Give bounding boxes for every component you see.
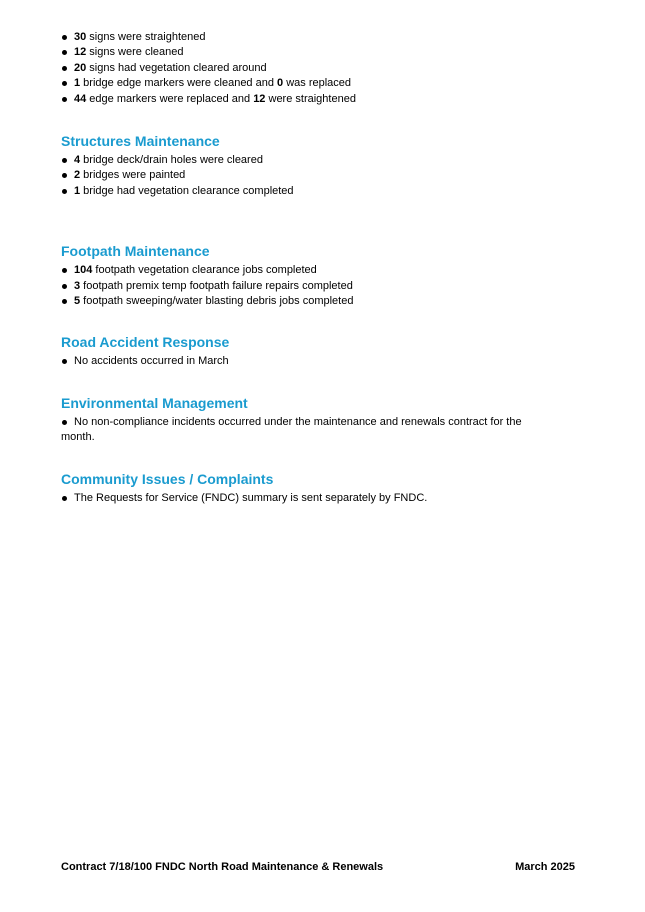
road-accident-section [61,333,541,369]
list-item: 3 footpath premix temp footpath failure repairs completed [61,279,541,294]
list-item: 30 signs were straightened [61,30,541,45]
footer-date: March 2025 [515,861,575,873]
signs-list [61,30,541,107]
list-item: 44 edge markers were replaced and 12 were straightened [61,92,541,107]
structures-list [61,153,541,199]
list-item: 104 footpath vegetation clearance jobs completed [61,263,541,278]
list-item: 5 footpath sweeping/water blasting debris jobs completed [61,294,541,309]
footer-contract: Contract 7/18/100 FNDC North Road Maintenance & Renewals [61,861,384,873]
list-item: No accidents occurred in March [61,354,541,369]
section-heading: Road Accident Response [61,334,230,351]
accident-list [61,354,541,369]
list-item: The Requests for Service (FNDC) summary is sent separately by FNDC. [61,491,541,506]
report-content [61,30,541,506]
list-item: 20 signs had vegetation cleared around [61,61,541,76]
environmental-section [61,394,541,446]
section-heading: Environmental Management [61,394,248,411]
section-heading: Community Issues / Complaints [61,470,274,487]
section-heading: Structures Maintenance [61,133,220,150]
list-item: No non-compliance incidents occurred under the maintenance and renewals contract for the month. [61,415,541,446]
community-section [61,470,541,506]
environmental-list [61,415,541,446]
section-heading: Footpath Maintenance [61,243,210,260]
list-item: 12 signs were cleaned [61,45,541,60]
footpath-list [61,263,541,309]
structures-section [61,132,541,199]
community-list [61,491,541,506]
list-item: 4 bridge deck/drain holes were cleared [61,153,541,168]
footpath-section [61,242,541,309]
list-item: 1 bridge edge markers were cleaned and 0 was replaced [61,76,541,91]
list-item: 2 bridges were painted [61,168,541,183]
list-item: 1 bridge had vegetation clearance completed [61,184,541,199]
